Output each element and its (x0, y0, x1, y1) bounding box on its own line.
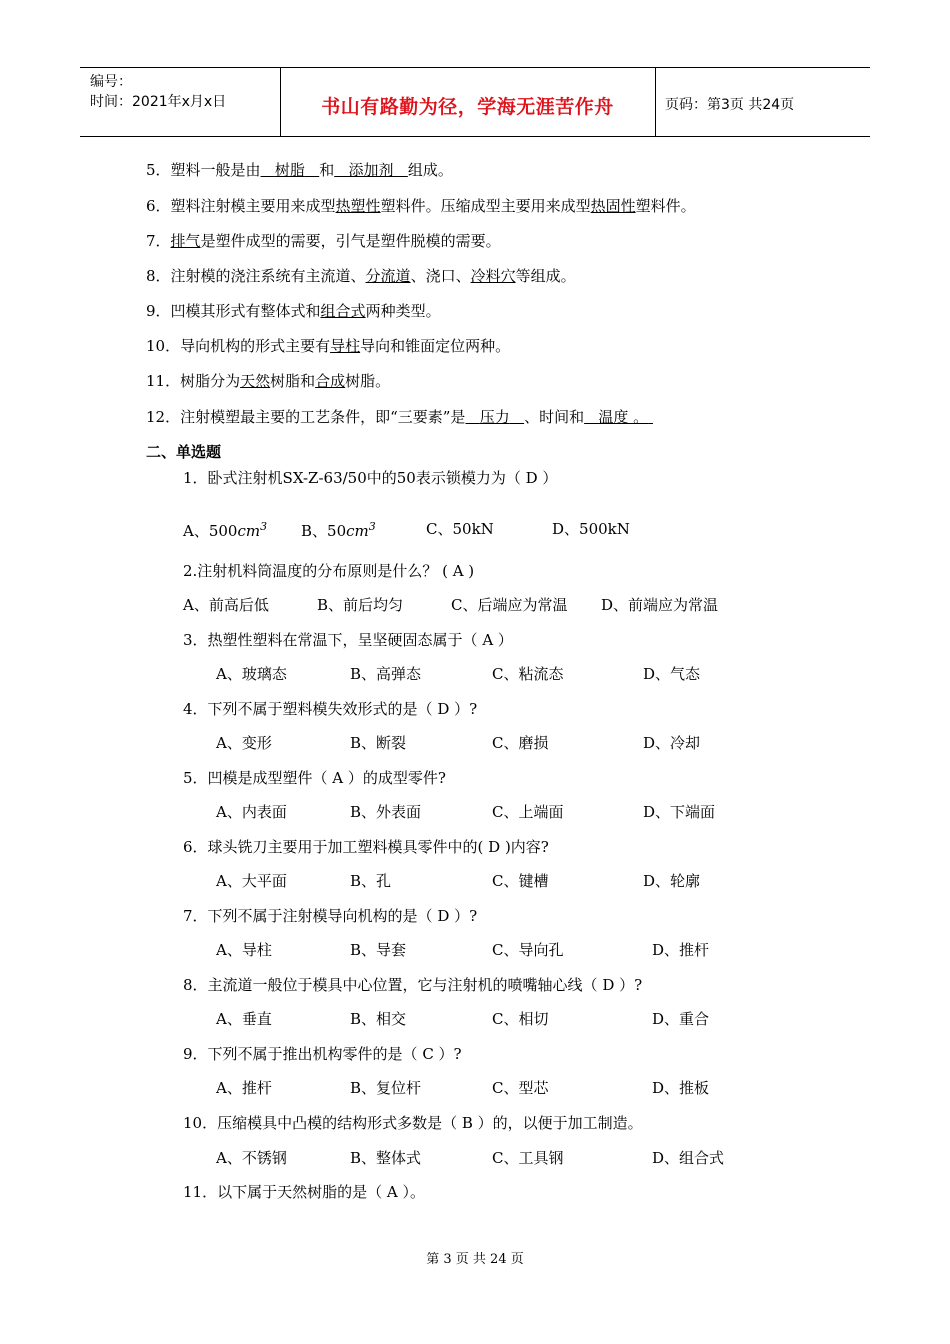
option: B、$50cm^3$ (301, 520, 376, 540)
question-text: 5．凹模是成型塑件（ A ）的成型零件? (183, 769, 446, 787)
option: D、重合 (652, 1010, 710, 1028)
fill-item: 12．注射模塑最主要的工艺条件，即“三要素”是 压力 、时间和 温度 。 (146, 408, 649, 426)
question-text: 4．下列不属于塑料模失效形式的是（ D ）? (183, 700, 478, 718)
fill-item: 9．凹模其形式有整体式和组合式两种类型。 (146, 302, 441, 320)
option: C、相切 (492, 1010, 549, 1028)
option: C、导向孔 (492, 941, 564, 959)
option: A、不锈钢 (216, 1149, 287, 1167)
option: A、$500cm^3$ (183, 520, 268, 540)
option: A、推杆 (216, 1079, 272, 1097)
option: A、前高后低 (183, 596, 269, 614)
page-footer: 第 3 页 共 24 页 (426, 1252, 524, 1267)
question-text: 11．以下属于天然树脂的是（ A ）。 (183, 1183, 425, 1201)
page-number-label: 页码：第3页 共24页 (665, 97, 795, 113)
option: D、下端面 (643, 803, 716, 821)
fill-item: 10．导向机构的形式主要有导柱导向和锥面定位两种。 (146, 337, 511, 355)
option: A、导柱 (216, 941, 272, 959)
option: B、孔 (350, 872, 392, 890)
option: C、工具钢 (492, 1149, 564, 1167)
option: D、气态 (643, 665, 701, 683)
question-text: 3．热塑性塑料在常温下，呈坚硬固态属于（ A ） (183, 631, 513, 649)
date-label: 时间：2021年x月x日 (90, 94, 227, 110)
option: D、轮廓 (643, 872, 701, 890)
fill-item: 7．排气是塑件成型的需要，引气是塑件脱模的需要。 (146, 232, 501, 250)
option: C、磨损 (492, 734, 549, 752)
option: D、推板 (652, 1079, 710, 1097)
option: B、整体式 (350, 1149, 422, 1167)
option: A、玻璃态 (216, 665, 287, 683)
option: A、垂直 (216, 1010, 272, 1028)
option: B、相交 (350, 1010, 407, 1028)
fill-item: 5．塑料一般是由 树脂 和 添加剂 组成。 (146, 161, 453, 179)
option: C、上端面 (492, 803, 564, 821)
option: B、高弹态 (350, 665, 422, 683)
option: B、外表面 (350, 803, 422, 821)
question-text: 8．主流道一般位于模具中心位置，它与注射机的喷嘴轴心线（ D ）? (183, 976, 643, 994)
page-header (80, 67, 870, 137)
option: D、组合式 (652, 1149, 725, 1167)
question-text: 10．压缩模具中凸模的结构形式多数是（ B ）的，以便于加工制造。 (183, 1114, 643, 1132)
header-meta (90, 72, 226, 112)
option: C、50kN (426, 520, 494, 538)
option: B、前后均匀 (317, 596, 404, 614)
option: C、型芯 (492, 1079, 549, 1097)
option: B、复位杆 (350, 1079, 422, 1097)
fill-item: 8．注射模的浇注系统有主流道、分流道、浇口、冷料穴等组成。 (146, 267, 576, 285)
question-text: 6．球头铣刀主要用于加工塑料模具零件中的( D )内容? (183, 838, 549, 856)
question-text: 9．下列不属于推出机构零件的是（ C ）? (183, 1045, 462, 1063)
header-motto: 书山有路勤为径，学海无涯苦作舟 (321, 96, 614, 118)
option: C、后端应为常温 (451, 596, 568, 614)
option: D、冷却 (643, 734, 701, 752)
code-label: 编号： (90, 74, 132, 90)
option: A、变形 (216, 734, 272, 752)
option: B、断裂 (350, 734, 407, 752)
section-title: 二、单选题 (146, 443, 222, 461)
fill-item: 11．树脂分为天然树脂和合成树脂。 (146, 372, 391, 390)
question-text: 2.注射机料筒温度的分布原则是什么？ ( A ) (183, 562, 475, 580)
option: C、粘流态 (492, 665, 564, 683)
option: A、内表面 (216, 803, 287, 821)
option: D、前端应为常温 (601, 596, 719, 614)
option: A、大平面 (216, 872, 287, 890)
option: D、500kN (552, 520, 630, 538)
header-divider (655, 68, 656, 136)
option: D、推杆 (652, 941, 710, 959)
question-text: 1．卧式注射机SX-Z-63/50中的50表示锁模力为（ D ） (183, 469, 558, 487)
fill-item: 6．塑料注射模主要用来成型热塑性塑料件。压缩成型主要用来成型热固性塑料件。 (146, 197, 696, 215)
option: C、键槽 (492, 872, 549, 890)
option: B、导套 (350, 941, 407, 959)
question-text: 7．下列不属于注射模导向机构的是（ D ）? (183, 907, 478, 925)
